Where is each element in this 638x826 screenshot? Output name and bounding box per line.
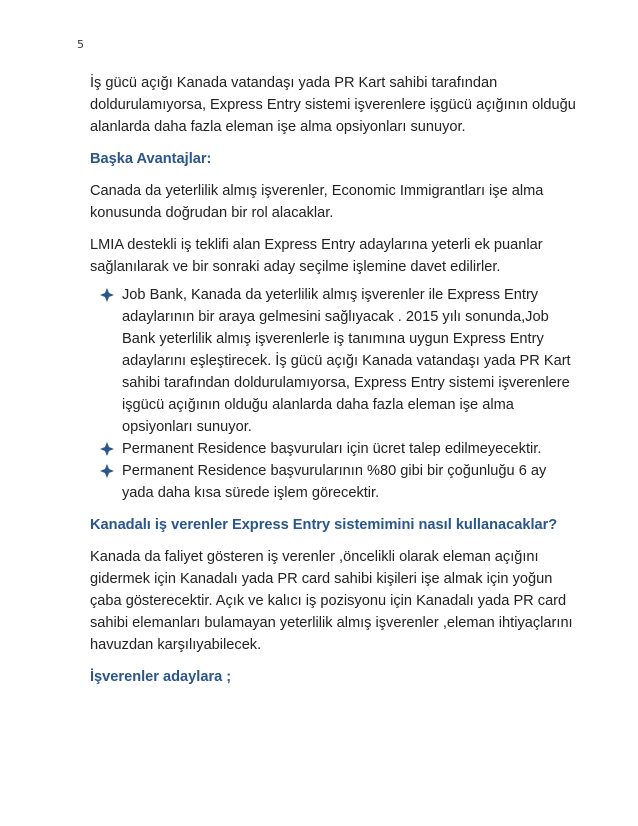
- heading-how-employers-use: Kanadalı iş verenler Express Entry sistemimini nasıl kullanacaklar?: [90, 517, 558, 533]
- text-line: gidermek için Kanadalı yada PR card sahibi kişileri işe almak için yoğun: [90, 571, 553, 587]
- text-line: Bank yeterlilik almış işverenlerle iş tanımına uygun Express Entry: [122, 331, 544, 347]
- paragraph-canadian-employers: [90, 546, 622, 656]
- paragraph-lmia: [90, 234, 622, 278]
- text-line: alanlarda daha fazla eleman işe alma opsiyonları sunuyor.: [90, 119, 466, 135]
- text-line: çaba gösterecektir. Açık ve kalıcı iş pozisyonu için Kanadalı yada PR card: [90, 593, 567, 609]
- text-line: sahibi elemanları bulamayan yeterlilik almış işverenler ,eleman ihtiyaçlarını: [90, 615, 573, 631]
- bullet-item-no-fee: [90, 438, 622, 460]
- bullet-item-job-bank: [90, 284, 622, 438]
- text-line: sahibi tarafından doldurulamıyorsa, Express Entry sistemi işverenlere: [122, 375, 570, 391]
- page-number: 5: [77, 38, 84, 51]
- text-line: sağlanılarak ve bir sonraki aday seçilme işlemine davet edilirler.: [90, 259, 501, 275]
- diamond-bullet-icon: [97, 284, 117, 306]
- bullet-item-processing-time: [90, 460, 622, 504]
- text-line: Kanada da faliyet gösteren iş verenler ,öncelikli olarak eleman açığını: [90, 549, 539, 565]
- text-line: yada daha kısa sürede işlem görecektir.: [122, 485, 380, 501]
- text-line: işgücü açığının olduğu alanlarda daha fazla eleman işe alma: [122, 397, 514, 413]
- diamond-bullet-icon: [97, 438, 117, 460]
- text-line: adaylarını eşleştirecek. İş gücü açığı Kanada vatandaşı yada PR Kart: [122, 353, 571, 369]
- text-line: doldurulamıyorsa, Express Entry sistemi işverenlere işgücü açığının olduğu: [90, 97, 576, 113]
- text-line: havuzdan karşılıyabilecek.: [90, 637, 262, 653]
- paragraph-employers-role: [90, 180, 622, 224]
- text-line: İş gücü açığı Kanada vatandaşı yada PR Kart sahibi tarafından: [90, 75, 498, 91]
- text-line: Canada da yeterlilik almış işverenler, Economic Immigrantları işe alma: [90, 183, 544, 199]
- text-line: adaylarının bir araya gelmesini sağlıyacak . 2015 yılı sonunda,Job: [122, 309, 549, 325]
- heading-advantages: Başka Avantajlar:: [90, 151, 212, 167]
- bullet-text: Job Bank, Kanada da yeterlilik almış işverenler ile Express Entry: [122, 287, 539, 303]
- bullet-text: Permanent Residence başvurularının %80 gibi bir çoğunluğu 6 ay: [122, 463, 547, 479]
- paragraph-intro: [90, 72, 622, 138]
- text-line: konusunda doğrudan bir rol alacaklar.: [90, 205, 334, 221]
- diamond-bullet-icon: [97, 460, 117, 482]
- text-line: opsiyonları sunuyor.: [122, 419, 252, 435]
- bullet-text: Permanent Residence başvuruları için ücret talep edilmeyecektir.: [122, 441, 542, 457]
- bullet-list: [90, 284, 622, 504]
- heading-employers-to-candidates: İşverenler adaylara ;: [90, 669, 232, 685]
- document-body: [90, 72, 622, 688]
- text-line: LMIA destekli iş teklifi alan Express Entry adaylarına yeterli ek puanlar: [90, 237, 543, 253]
